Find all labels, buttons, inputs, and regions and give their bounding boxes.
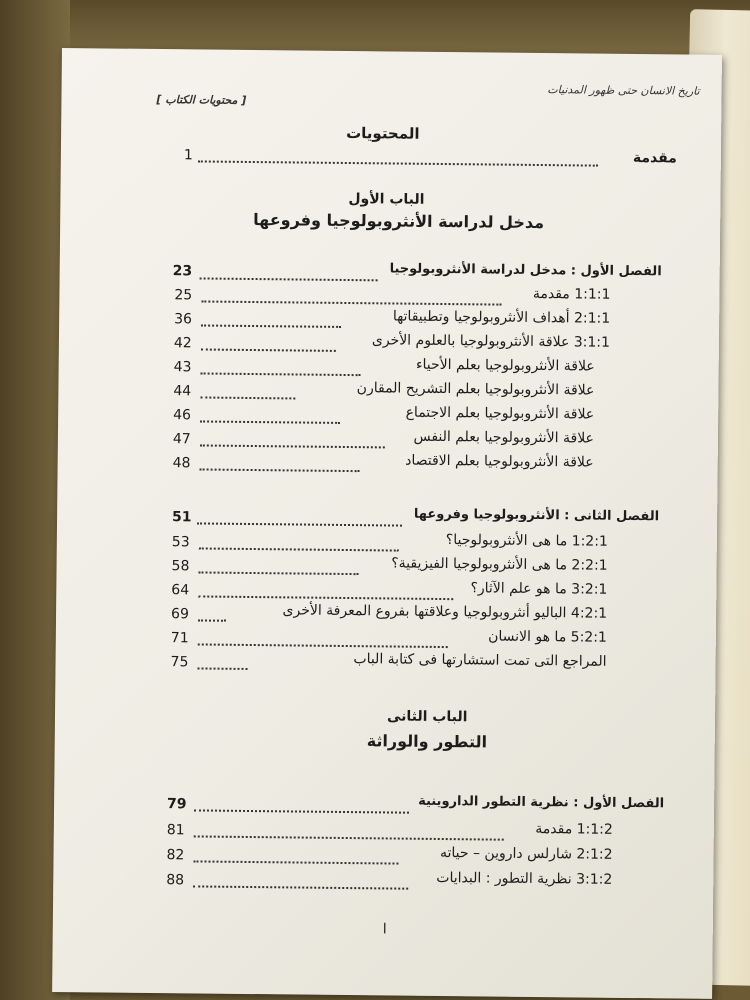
toc-page: 58 (171, 558, 190, 575)
chapter-page: 79 (167, 796, 187, 813)
toc-page: 44 (173, 383, 192, 400)
toc-entry: المراجع التى تمت استشارتها فى كتابة الباب (353, 651, 607, 670)
part2-title: الباب الثانى (386, 708, 468, 726)
toc-entry: 1:1:2 مقدمة (535, 820, 613, 838)
running-header-title: تاريخ الانسان حتى ظهور المدنيات (547, 83, 700, 98)
chapter-heading: الفصل الثانى : الأنثروبولوجيا وفروعها (413, 506, 660, 525)
toc-leader (198, 643, 448, 648)
intro-label: مقدمة (632, 149, 677, 167)
toc-page: 46 (173, 407, 192, 424)
toc-page: 48 (172, 455, 191, 472)
toc-leader (197, 667, 247, 670)
toc-page: 64 (171, 582, 190, 599)
toc-page: 43 (173, 359, 192, 376)
toc-leader (201, 372, 361, 376)
toc-entry: 2:1:2 شارلس داروين – حياته (439, 845, 613, 863)
toc-page: 88 (166, 872, 185, 889)
toc-page: 75 (170, 654, 189, 671)
contents-page (52, 48, 722, 999)
toc-leader (200, 468, 360, 472)
toc-entry: علاقة الأنثروبولوجيا بعلم التشريح المقارن (356, 380, 595, 399)
toc-page: 69 (170, 606, 189, 623)
toc-page: 71 (170, 630, 189, 647)
chapter-heading: الفصل الأول : نظرية التطور الداروينية (418, 793, 665, 812)
toc-leader (200, 444, 385, 448)
toc-entry: 4:2:1 الباليو أنثروبولوجيا وعلاقتها بفروع المعرفة الأخرى (282, 602, 608, 622)
toc-leader (201, 348, 336, 351)
toc-leader (200, 420, 340, 423)
page-number: ا (382, 921, 387, 938)
intro-page: 1 (183, 147, 193, 164)
toc-leader (198, 619, 226, 621)
toc-entry: 1:1:1 مقدمة (532, 285, 611, 303)
chapter-leader (194, 809, 409, 813)
toc-page: 82 (166, 847, 185, 864)
part1-title: الباب الأول (348, 191, 425, 208)
toc-leader (201, 324, 341, 327)
part2-subtitle: التطور والوراثة (366, 731, 488, 752)
toc-page: 81 (166, 822, 185, 839)
toc-leader (199, 571, 359, 575)
toc-leader (194, 835, 504, 840)
toc-entry: علاقة الأنثروبولوجيا بعلم النفس (413, 428, 595, 447)
toc-page: 42 (173, 335, 192, 352)
chapter-leader (200, 277, 378, 281)
intro-leader (198, 160, 598, 166)
toc-entry: 5:2:1 ما هو الانسان (488, 628, 607, 646)
toc-leader (200, 396, 295, 399)
chapter-heading: الفصل الأول : مدخل لدراسة الأنثروبولوجيا (389, 261, 662, 280)
toc-entry: 2:1:1 أهداف الأنثروبولوجيا وتطبيقاتها (392, 308, 611, 327)
toc-page: 36 (174, 311, 193, 328)
toc-entry: 3:2:1 ما هو علم الآثار؟ (470, 580, 608, 598)
toc-entry: علاقة الأنثروبولوجيا بعلم الأحياء (415, 356, 595, 375)
toc-leader (201, 300, 501, 305)
toc-page: 25 (174, 287, 193, 304)
toc-entry: 3:1:2 نظرية التطور : البدايات (436, 869, 613, 888)
toc-leader (193, 885, 408, 889)
chapter-page: 23 (172, 263, 193, 280)
chapter-page: 51 (172, 509, 192, 526)
part1-subtitle: مدخل لدراسة الأنثروبولوجيا وفروعها (253, 210, 545, 233)
contents-title: المحتويات (346, 123, 420, 143)
toc-entry: 1:2:1 ما هى الأنثروبولوجيا؟ (445, 532, 608, 550)
toc-page: 47 (172, 431, 191, 448)
toc-entry: علاقة الأنثروبولوجيا بعلم الاقتصاد (405, 452, 594, 471)
toc-leader (193, 860, 398, 864)
chapter-leader (197, 522, 402, 526)
toc-leader (199, 547, 399, 551)
running-header-section: [ محتويات الكتاب ] (156, 92, 247, 107)
toc-entry: علاقة الأنثروبولوجيا بعلم الاجتماع (405, 404, 595, 423)
toc-page: 53 (171, 534, 190, 551)
toc-entry: 2:2:1 ما هى الأنثروبولوجيا الفيزيقية؟ (391, 555, 608, 574)
toc-leader (198, 595, 453, 600)
toc-entry: 3:1:1 علاقة الأنثروبولوجيا بالعلوم الأخرى (371, 332, 611, 351)
